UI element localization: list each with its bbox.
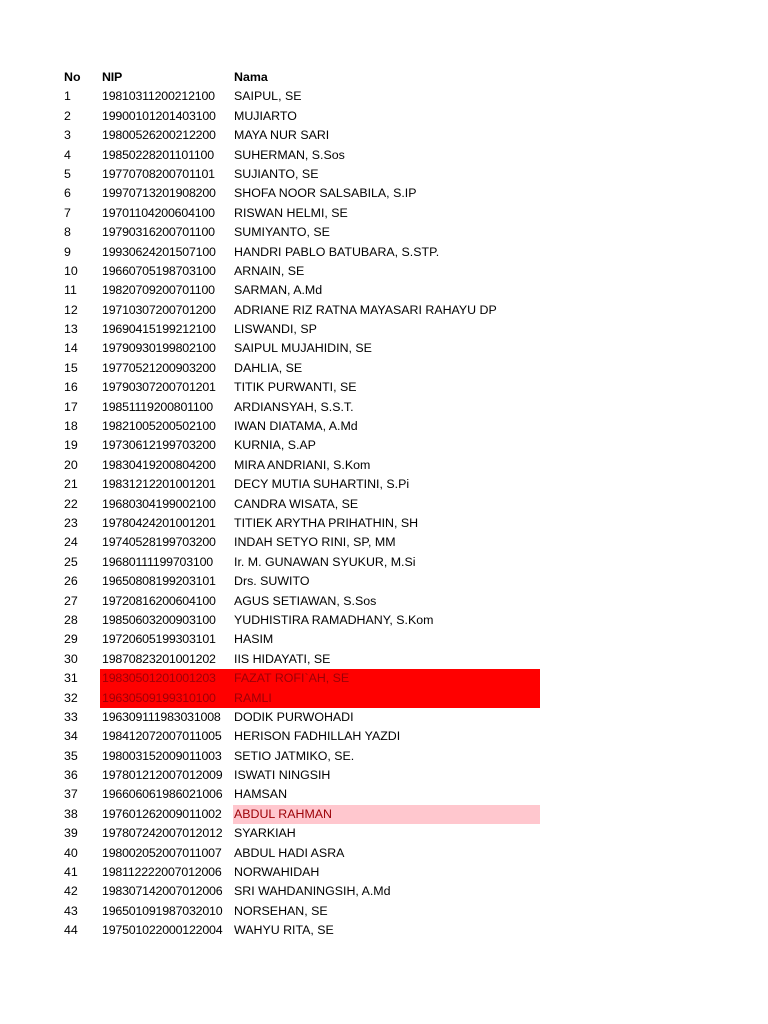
table-row: [0, 417, 768, 436]
cell-no: 36: [64, 768, 78, 783]
cell-no: 40: [64, 845, 78, 860]
cell-no: 38: [64, 806, 78, 821]
table-row: [0, 184, 768, 203]
table-row: [0, 689, 768, 708]
cell-no: 10: [64, 263, 78, 278]
table-row: [0, 223, 768, 242]
cell-no: 3: [64, 128, 71, 143]
table-row: [0, 204, 768, 223]
cell-nama: HAMSAN: [234, 787, 288, 802]
table-row: [0, 126, 768, 145]
table-row: [0, 378, 768, 397]
table-row: [0, 708, 768, 727]
cell-nama: SUJIANTO, SE: [234, 166, 319, 181]
table-row: [0, 87, 768, 106]
cell-nama: HASIM: [234, 632, 274, 647]
cell-no: 17: [64, 399, 78, 414]
cell-nip: 19720816200604100: [102, 593, 216, 608]
table-row: [0, 514, 768, 533]
cell-nama: ARDIANSYAH, S.S.T.: [234, 399, 354, 414]
cell-nip: 19830419200804200: [102, 457, 216, 472]
cell-no: 14: [64, 341, 78, 356]
cell-nip: 19850603200903100: [102, 612, 216, 627]
cell-nip: 19900101201403100: [102, 108, 216, 123]
header-nama: Nama: [234, 70, 268, 84]
cell-nama: SRI WAHDANINGSIH, A.Md: [234, 884, 391, 899]
cell-nama: SETIO JATMIKO, SE.: [234, 748, 355, 763]
table-row: [0, 553, 768, 572]
cell-nip: 198412072007011005: [102, 729, 222, 744]
cell-nama: IWAN DIATAMA, A.Md: [234, 419, 358, 434]
cell-nip: 19630509199310100: [102, 690, 216, 705]
table-row: [0, 902, 768, 921]
cell-nama: FAZAT ROFI`AH, SE: [234, 671, 350, 686]
cell-nama: ARNAIN, SE: [234, 263, 305, 278]
table-row: [0, 921, 768, 940]
cell-nama: MUJIARTO: [234, 108, 297, 123]
cell-no: 22: [64, 496, 78, 511]
table-row: [0, 107, 768, 126]
cell-nama: SYARKIAH: [234, 826, 296, 841]
table-row: [0, 262, 768, 281]
table-row: [0, 669, 768, 688]
cell-nama: IIS HIDAYATI, SE: [234, 651, 331, 666]
cell-nama: TITIEK ARYTHA PRIHATHIN, SH: [234, 515, 419, 530]
cell-nip: 19930624201507100: [102, 244, 216, 259]
cell-nip: 197807242007012012: [102, 826, 223, 841]
cell-nama: ABDUL RAHMAN: [234, 806, 332, 821]
cell-nama: MAYA NUR SARI: [234, 128, 330, 143]
cell-no: 42: [64, 884, 78, 899]
table-row: [0, 320, 768, 339]
cell-no: 30: [64, 651, 78, 666]
cell-nip: 19701104200604100: [102, 205, 215, 220]
header-no: No: [64, 70, 81, 84]
table-row: [0, 747, 768, 766]
cell-nip: 19730612199703200: [102, 438, 216, 453]
table-row: [0, 824, 768, 843]
cell-nama: DODIK PURWOHADI: [234, 709, 354, 724]
cell-nip: 197801212007012009: [102, 768, 223, 783]
table-row: [0, 630, 768, 649]
cell-nama: TITIK PURWANTI, SE: [234, 380, 357, 395]
table-row: [0, 398, 768, 417]
table-body: [0, 87, 768, 940]
cell-no: 18: [64, 419, 78, 434]
cell-nip: 19800526200212200: [102, 128, 216, 143]
cell-nama: ABDUL HADI ASRA: [234, 845, 345, 860]
cell-nip: 19851119200801100: [102, 399, 213, 414]
cell-nip: 196501091987032010: [102, 903, 223, 918]
cell-nama: Drs. SUWITO: [234, 574, 310, 589]
cell-nama: SUHERMAN, S.Sos: [234, 147, 345, 162]
cell-no: 7: [64, 205, 71, 220]
cell-no: 27: [64, 593, 78, 608]
cell-nama: RISWAN HELMI, SE: [234, 205, 348, 220]
cell-nip: 19821005200502100: [102, 419, 216, 434]
cell-no: 8: [64, 225, 71, 240]
cell-no: 21: [64, 477, 78, 492]
cell-nama: RAMLI: [234, 690, 272, 705]
cell-nama: SHOFA NOOR SALSABILA, S.IP: [234, 186, 417, 201]
cell-nama: INDAH SETYO RINI, SP, MM: [234, 535, 396, 550]
cell-nip: 19710307200701200: [102, 302, 216, 317]
cell-nama: LISWANDI, SP: [234, 322, 317, 337]
cell-no: 6: [64, 186, 71, 201]
table-row: [0, 301, 768, 320]
table-row: [0, 592, 768, 611]
cell-nama: CANDRA WISATA, SE: [234, 496, 359, 511]
cell-nama: YUDHISTIRA RAMADHANY, S.Kom: [234, 612, 434, 627]
cell-nip: 198002052007011007: [102, 845, 222, 860]
header-nip: NIP: [102, 70, 123, 84]
cell-nama: MIRA ANDRIANI, S.Kom: [234, 457, 371, 472]
table-row: [0, 475, 768, 494]
cell-no: 39: [64, 826, 78, 841]
table-row: [0, 281, 768, 300]
cell-no: 29: [64, 632, 78, 647]
table-row: [0, 611, 768, 630]
cell-nama: SUMIYANTO, SE: [234, 225, 330, 240]
cell-nip: 196606061986021006: [102, 787, 223, 802]
table-row: [0, 339, 768, 358]
cell-nip: 19820709200701100: [102, 283, 215, 298]
cell-nip: 19831212201001201: [102, 477, 216, 492]
cell-nip: 198112222007012006: [102, 865, 222, 880]
cell-nip: 19850228201101100: [102, 147, 214, 162]
cell-no: 19: [64, 438, 78, 453]
cell-nip: 19680304199002100: [102, 496, 216, 511]
cell-nip: 19770708200701101: [102, 166, 215, 181]
cell-nip: 19690415199212100: [102, 322, 216, 337]
cell-nama: SAIPUL MUJAHIDIN, SE: [234, 341, 372, 356]
cell-no: 37: [64, 787, 78, 802]
cell-no: 32: [64, 690, 78, 705]
table-row: [0, 243, 768, 262]
cell-nip: 19790307200701201: [102, 380, 216, 395]
cell-nama: NORWAHIDAH: [234, 865, 320, 880]
cell-no: 13: [64, 322, 78, 337]
cell-nip: 19870823201001202: [102, 651, 216, 666]
table-row: [0, 146, 768, 165]
cell-no: 28: [64, 612, 78, 627]
cell-no: 24: [64, 535, 78, 550]
cell-nip: 196309111983031008: [102, 709, 221, 724]
cell-no: 43: [64, 903, 78, 918]
cell-nip: 19770521200903200: [102, 360, 216, 375]
cell-nip: 19660705198703100: [102, 263, 216, 278]
cell-nip: 197601262009011002: [102, 806, 222, 821]
table-row: [0, 650, 768, 669]
employee-table: [0, 68, 768, 941]
table-row: [0, 766, 768, 785]
cell-nip: 19790930199802100: [102, 341, 216, 356]
cell-no: 11: [64, 283, 77, 298]
cell-no: 41: [64, 865, 78, 880]
cell-nip: 19740528199703200: [102, 535, 216, 550]
cell-nama: SARMAN, A.Md: [234, 283, 323, 298]
cell-nama: WAHYU RITA, SE: [234, 923, 334, 938]
cell-nip: 19650808199203101: [102, 574, 216, 589]
table-row: [0, 456, 768, 475]
cell-nama: HANDRI PABLO BATUBARA, S.STP.: [234, 244, 440, 259]
table-row: [0, 495, 768, 514]
table-row: [0, 572, 768, 591]
table-row: [0, 533, 768, 552]
cell-nip: 19720605199303101: [102, 632, 216, 647]
table-row: [0, 165, 768, 184]
cell-nama: KURNIA, S.AP: [234, 438, 316, 453]
cell-nama: ISWATI NINGSIH: [234, 768, 331, 783]
table-row: [0, 805, 768, 824]
cell-nama: Ir. M. GUNAWAN SYUKUR, M.Si: [234, 554, 416, 569]
cell-nama: DAHLIA, SE: [234, 360, 303, 375]
cell-no: 23: [64, 515, 78, 530]
cell-no: 25: [64, 554, 78, 569]
cell-nama: SAIPUL, SE: [234, 89, 302, 104]
cell-nip: 19830501201001203: [102, 671, 216, 686]
table-row: [0, 359, 768, 378]
cell-nip: 197501022000122004: [102, 923, 223, 938]
cell-no: 16: [64, 380, 78, 395]
cell-no: 35: [64, 748, 78, 763]
table-row: [0, 436, 768, 455]
table-row: [0, 844, 768, 863]
cell-no: 9: [64, 244, 71, 259]
cell-no: 1: [64, 89, 71, 104]
table-row: [0, 727, 768, 746]
cell-no: 2: [64, 108, 71, 123]
cell-no: 15: [64, 360, 78, 375]
cell-nama: ADRIANE RIZ RATNA MAYASARI RAHAYU DP: [234, 302, 497, 317]
cell-nama: DECY MUTIA SUHARTINI, S.Pi: [234, 477, 410, 492]
cell-nip: 19780424201001201: [102, 515, 216, 530]
cell-nip: 198003152009011003: [102, 748, 222, 763]
cell-no: 20: [64, 457, 78, 472]
cell-nama: HERISON FADHILLAH YAZDI: [234, 729, 401, 744]
cell-nip: 19680111199703100: [102, 554, 213, 569]
table-header: [0, 68, 768, 87]
cell-nama: AGUS SETIAWAN, S.Sos: [234, 593, 377, 608]
cell-nip: 198307142007012006: [102, 884, 223, 899]
cell-no: 26: [64, 574, 78, 589]
cell-no: 4: [64, 147, 71, 162]
cell-no: 34: [64, 729, 78, 744]
cell-nip: 19810311200212100: [102, 89, 215, 104]
cell-no: 33: [64, 709, 78, 724]
table-row: [0, 863, 768, 882]
table-row: [0, 882, 768, 901]
cell-no: 31: [64, 671, 78, 686]
cell-no: 44: [64, 923, 78, 938]
cell-no: 12: [64, 302, 78, 317]
cell-nip: 19790316200701100: [102, 225, 215, 240]
cell-nip: 19970713201908200: [102, 186, 216, 201]
cell-no: 5: [64, 166, 71, 181]
table-row: [0, 785, 768, 804]
cell-nama: NORSEHAN, SE: [234, 903, 328, 918]
